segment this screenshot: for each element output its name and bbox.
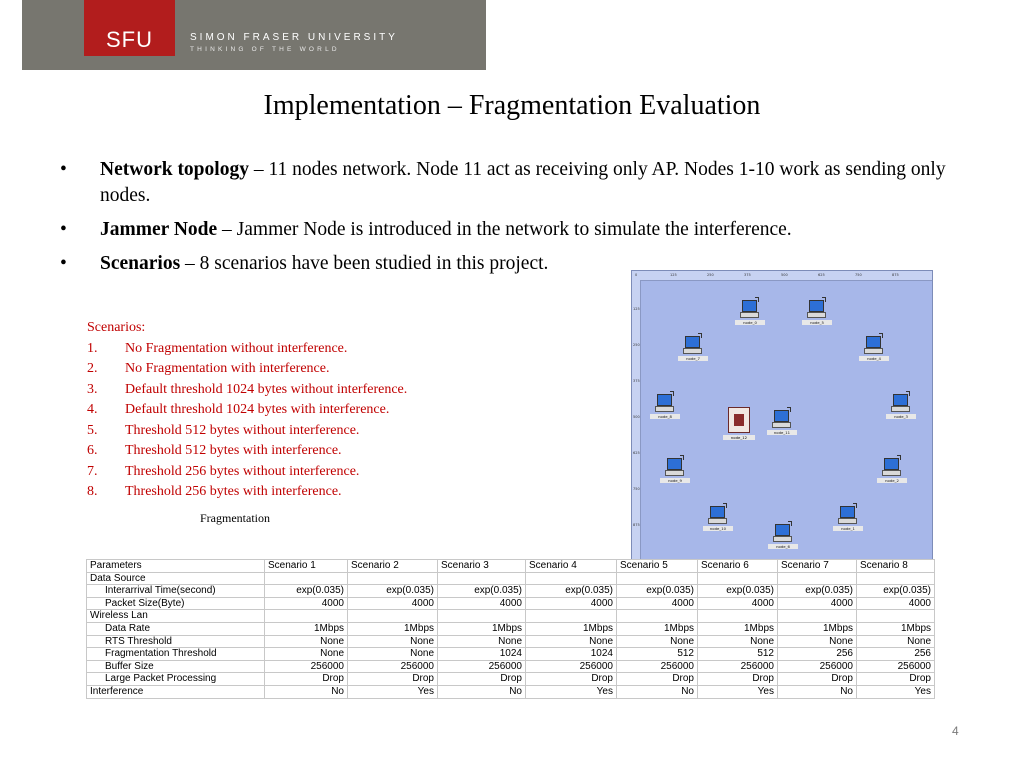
left-ruler	[632, 280, 641, 559]
table-cell: exp(0.035)	[348, 585, 438, 598]
table-cell: None	[698, 635, 778, 648]
table-cell: exp(0.035)	[617, 585, 698, 598]
table-cell	[698, 572, 778, 585]
header-scenario: Scenario 8	[857, 560, 935, 573]
table-cell: None	[526, 635, 617, 648]
university-tagline: THINKING OF THE WORLD	[190, 46, 340, 53]
scenario-label: Threshold 512 bytes without interference.	[125, 422, 360, 438]
scenario-number: 8.	[87, 484, 98, 499]
bullet-text: – 11 nodes network. Node 11 act as receiving only AP. Nodes 1-10 work as sending only nodes.	[100, 159, 946, 206]
ruler-tick: 500	[633, 415, 640, 419]
ruler-tick: 750	[633, 487, 640, 491]
table-cell: None	[348, 648, 438, 661]
table-cell: No	[438, 685, 526, 698]
scenario-parameters-table	[86, 559, 935, 699]
table-row	[87, 610, 935, 623]
wireless-node-icon[interactable]	[772, 521, 794, 549]
table-cell	[348, 572, 438, 585]
table-cell: None	[617, 635, 698, 648]
wireless-node-icon[interactable]	[739, 297, 761, 325]
row-label: Packet Size(Byte)	[87, 597, 265, 610]
network-topology-image	[631, 270, 933, 560]
table-cell	[857, 610, 935, 623]
table-cell: 4000	[526, 597, 617, 610]
table-cell: 4000	[265, 597, 348, 610]
scenario-number: 3.	[87, 381, 98, 397]
row-label: Wireless Lan	[87, 610, 265, 623]
bullet-dot: •	[60, 159, 67, 180]
table-cell: exp(0.035)	[438, 585, 526, 598]
scenario-item	[87, 421, 360, 442]
sfu-logo	[84, 0, 175, 56]
node-label: node_4	[859, 356, 889, 361]
header-scenario: Scenario 4	[526, 560, 617, 573]
table-cell: exp(0.035)	[698, 585, 778, 598]
node-label: node_9	[660, 478, 690, 483]
table-cell: 1Mbps	[857, 622, 935, 635]
bullet-bold: Network topology	[100, 159, 249, 180]
table-cell: Drop	[526, 673, 617, 686]
table-cell: 4000	[857, 597, 935, 610]
node-label: node_11	[767, 430, 797, 435]
table-cell: 256000	[265, 660, 348, 673]
row-label: Data Source	[87, 572, 265, 585]
bullet-dot: •	[60, 219, 67, 240]
wireless-node-icon[interactable]	[654, 391, 676, 419]
wireless-node-icon[interactable]	[682, 333, 704, 361]
scenario-label: No Fragmentation without interference.	[125, 340, 348, 356]
table-cell: 256000	[857, 660, 935, 673]
table-cell: 1Mbps	[438, 622, 526, 635]
table-cell: None	[348, 635, 438, 648]
table-cell: Drop	[348, 673, 438, 686]
table-cell: 1Mbps	[778, 622, 857, 635]
table-cell	[778, 610, 857, 623]
table-cell: 1Mbps	[698, 622, 778, 635]
table-cell: Drop	[438, 673, 526, 686]
scenario-number: 5.	[87, 422, 98, 438]
scenario-label: Threshold 256 bytes without interference.	[125, 463, 360, 479]
table-cell: 256	[857, 648, 935, 661]
scenario-label: Threshold 512 bytes with interference.	[125, 443, 342, 458]
table-cell	[265, 610, 348, 623]
node-label: node_6	[768, 544, 798, 549]
scenario-number: 4.	[87, 402, 98, 417]
ruler-tick: 0	[635, 273, 638, 277]
table-cell	[265, 572, 348, 585]
table-cell	[778, 572, 857, 585]
table-cell: 1Mbps	[526, 622, 617, 635]
table-row	[87, 585, 935, 598]
scenario-item	[87, 339, 348, 360]
table-cell: 1024	[438, 648, 526, 661]
table-cell: exp(0.035)	[857, 585, 935, 598]
node-label: node_7	[678, 356, 708, 361]
fragmentation-caption: Fragmentation	[200, 511, 270, 525]
table-cell: 1024	[526, 648, 617, 661]
table-cell: 256000	[526, 660, 617, 673]
bullet-text: – 8 scenarios have been studied in this project.	[180, 253, 549, 274]
table-row	[87, 597, 935, 610]
scenario-number: 2.	[87, 361, 98, 376]
bullet-bold: Scenarios	[100, 253, 181, 274]
row-label: Interarrival Time(second)	[87, 585, 265, 598]
ruler-tick: 625	[818, 273, 825, 277]
table-cell: Yes	[348, 685, 438, 698]
table-cell: Yes	[857, 685, 935, 698]
table-cell	[857, 572, 935, 585]
table-cell: 256000	[778, 660, 857, 673]
header-scenario: Scenario 7	[778, 560, 857, 573]
table-cell: None	[778, 635, 857, 648]
table-cell: Drop	[265, 673, 348, 686]
jammer-label: node_12	[723, 435, 755, 440]
header-parameters: Parameters	[87, 560, 265, 573]
table-cell: None	[857, 635, 935, 648]
table-cell: 256	[778, 648, 857, 661]
table-cell: 1Mbps	[348, 622, 438, 635]
scenario-label: No Fragmentation with interference.	[125, 361, 330, 376]
header-scenario: Scenario 2	[348, 560, 438, 573]
table-cell: Drop	[778, 673, 857, 686]
ruler-tick: 625	[633, 451, 640, 455]
scenario-item	[87, 400, 390, 421]
wireless-node-icon[interactable]	[837, 503, 859, 531]
scenario-item	[87, 380, 408, 401]
table-cell	[698, 610, 778, 623]
table-cell: Yes	[526, 685, 617, 698]
ruler-tick: 125	[633, 307, 640, 311]
wireless-node-icon[interactable]	[863, 333, 885, 361]
table-cell: 4000	[348, 597, 438, 610]
table-cell: 256000	[438, 660, 526, 673]
scenario-heading: Scenarios:	[87, 320, 146, 335]
table-cell: Drop	[857, 673, 935, 686]
wireless-node-icon[interactable]	[707, 503, 729, 531]
table-cell: 4000	[698, 597, 778, 610]
scenario-label: Threshold 256 bytes with interference.	[125, 484, 342, 499]
node-label: node_2	[877, 478, 907, 483]
table-cell	[526, 610, 617, 623]
table-cell: 256000	[698, 660, 778, 673]
wireless-node-icon[interactable]	[881, 455, 903, 483]
scenario-number: 1.	[87, 340, 98, 356]
table-cell: Yes	[698, 685, 778, 698]
header-scenario: Scenario 6	[698, 560, 778, 573]
table-cell: Drop	[698, 673, 778, 686]
table-row	[87, 572, 935, 585]
logo-text: SFU	[106, 27, 153, 52]
table-cell: No	[265, 685, 348, 698]
scenario-list	[87, 318, 408, 503]
table-cell: 256000	[617, 660, 698, 673]
header-scenario: Scenario 3	[438, 560, 526, 573]
table-cell: No	[617, 685, 698, 698]
wireless-node-icon[interactable]	[806, 297, 828, 325]
node-label: node_0	[735, 320, 765, 325]
table-row	[87, 622, 935, 635]
scenario-item	[87, 462, 360, 483]
table-cell	[438, 610, 526, 623]
table-cell	[438, 572, 526, 585]
table-cell: None	[265, 648, 348, 661]
table-cell	[526, 572, 617, 585]
ruler-tick: 750	[855, 273, 862, 277]
table-row	[87, 660, 935, 673]
table-cell: 256000	[348, 660, 438, 673]
scenario-number: 6.	[87, 443, 98, 458]
scenario-item	[87, 441, 342, 462]
ruler-tick: 250	[707, 273, 714, 277]
table-cell: exp(0.035)	[526, 585, 617, 598]
row-label: RTS Threshold	[87, 635, 265, 648]
table-cell: No	[778, 685, 857, 698]
wireless-node-icon[interactable]	[771, 407, 793, 435]
slide-title: Implementation – Fragmentation Evaluation	[263, 90, 761, 121]
row-label: Buffer Size	[87, 660, 265, 673]
node-label: node_5	[802, 320, 832, 325]
bullet-dot: •	[60, 253, 67, 274]
node-label: node_8	[650, 414, 680, 419]
table-cell: 1Mbps	[265, 622, 348, 635]
university-name: SIMON FRASER UNIVERSITY	[190, 32, 398, 43]
bullet-bold: Jammer Node	[100, 219, 218, 240]
wireless-node-icon[interactable]	[664, 455, 686, 483]
ruler-tick: 500	[781, 273, 788, 277]
node-label: node_10	[703, 526, 733, 531]
table-cell: 4000	[438, 597, 526, 610]
ruler-tick: 375	[633, 379, 640, 383]
scenario-number: 7.	[87, 463, 98, 479]
ruler-tick: 250	[633, 343, 640, 347]
table-cell: 1Mbps	[617, 622, 698, 635]
row-label: Large Packet Processing	[87, 673, 265, 686]
table-row	[87, 673, 935, 686]
table-cell	[617, 610, 698, 623]
table-cell: Drop	[617, 673, 698, 686]
table-row	[87, 685, 935, 698]
table-cell: 512	[698, 648, 778, 661]
scenario-item	[87, 482, 342, 503]
table-row	[87, 648, 935, 661]
table-cell: 512	[617, 648, 698, 661]
table-cell: exp(0.035)	[265, 585, 348, 598]
table-header-row	[87, 560, 935, 573]
header-banner	[22, 0, 486, 70]
table-cell	[348, 610, 438, 623]
bullet-text: – Jammer Node is introduced in the network to simulate the interference.	[217, 219, 792, 240]
row-label: Fragmentation Threshold	[87, 648, 265, 661]
table-cell	[617, 572, 698, 585]
ruler-tick: 875	[633, 523, 640, 527]
scenario-label: Default threshold 1024 bytes without interference.	[125, 381, 408, 397]
table-cell: 4000	[778, 597, 857, 610]
node-label: node_1	[833, 526, 863, 531]
ruler-tick: 875	[892, 273, 899, 277]
ruler-tick: 375	[744, 273, 751, 277]
scenario-label: Default threshold 1024 bytes with interference.	[125, 402, 390, 417]
page-number: 4	[952, 724, 959, 738]
wireless-node-icon[interactable]	[890, 391, 912, 419]
table-cell: None	[438, 635, 526, 648]
jammer-node-icon[interactable]	[728, 407, 750, 440]
row-label: Interference	[87, 685, 265, 698]
header-scenario: Scenario 1	[265, 560, 348, 573]
table-row	[87, 635, 935, 648]
table-cell: 4000	[617, 597, 698, 610]
ruler-tick: 125	[670, 273, 677, 277]
table-cell: None	[265, 635, 348, 648]
scenario-item	[87, 359, 330, 380]
table-cell: exp(0.035)	[778, 585, 857, 598]
header-scenario: Scenario 5	[617, 560, 698, 573]
node-label: node_3	[886, 414, 916, 419]
row-label: Data Rate	[87, 622, 265, 635]
